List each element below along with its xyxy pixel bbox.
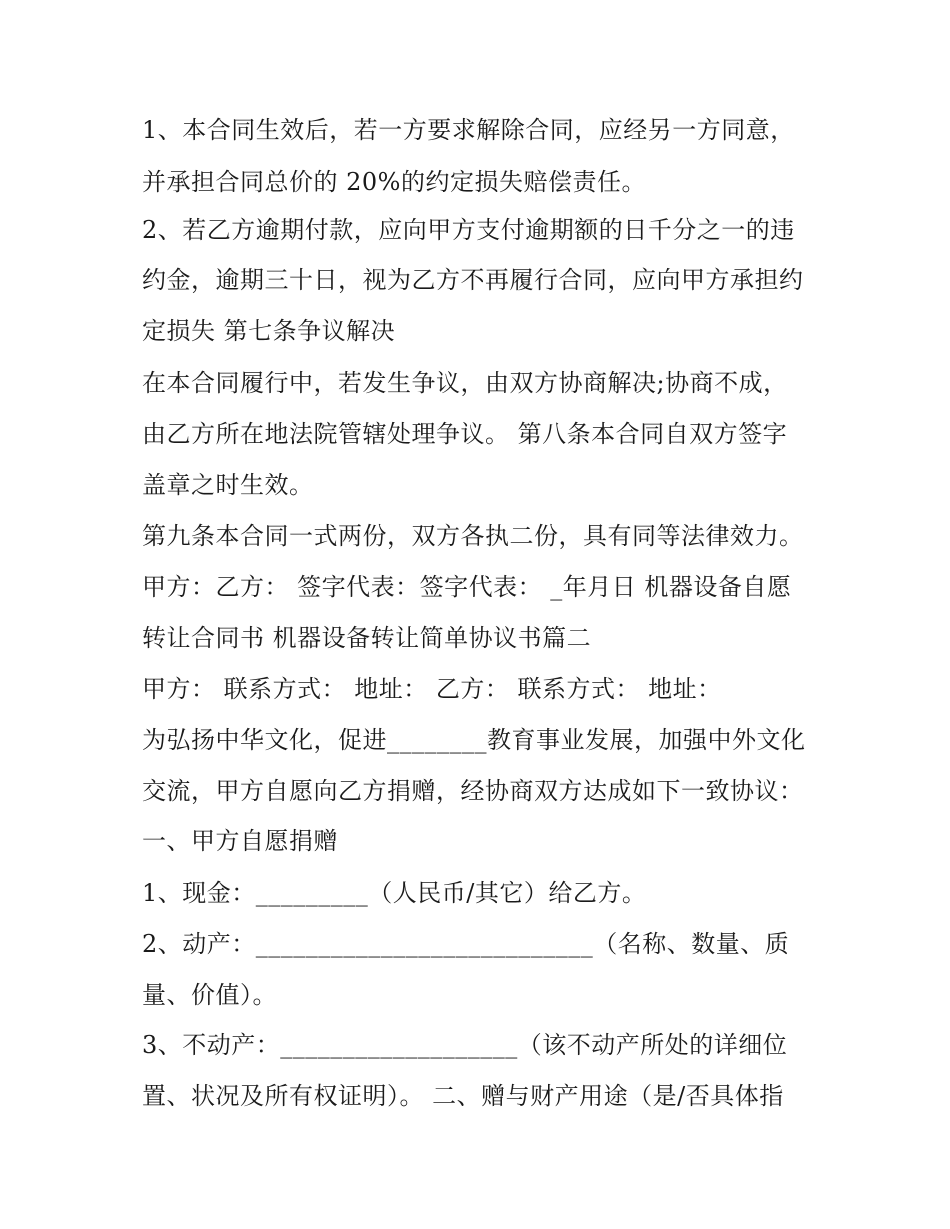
text-line: 定损失 第七条争议解决 bbox=[142, 317, 396, 345]
text-line: 置、状况及所有权证明）。 二、赠与财产用途（是/否具体指 bbox=[142, 1082, 784, 1110]
text-line: 交流，甲方自愿向乙方捐赠，经协商双方达成如下一致协议： bbox=[142, 777, 804, 805]
text-line: 约金，逾期三十日，视为乙方不再履行合同，应向甲方承担约 bbox=[142, 266, 804, 294]
text-line: 3、不动产：___________________（该不动产所处的详细位 bbox=[142, 1031, 788, 1059]
text-line: 1、现金：_________（人民币/其它）给乙方。 bbox=[142, 879, 647, 907]
text-line: 一、甲方自愿捐赠 bbox=[142, 827, 338, 855]
text-line: 由乙方所在地法院管辖处理争议。 第八条本合同自双方签字 bbox=[142, 420, 788, 448]
text-line: 2、若乙方逾期付款，应向甲方支付逾期额的日千分之一的违 bbox=[142, 216, 795, 244]
text-line: 并承担合同总价的 20%的约定损失赔偿责任。 bbox=[142, 168, 646, 196]
text-line: 2、动产：___________________________（名称、数量、质 bbox=[142, 930, 790, 958]
text-line: 量、价值）。 bbox=[142, 981, 277, 1009]
text-line: 甲方：乙方： 签字代表：签字代表： _年月日 机器设备自愿 bbox=[142, 573, 792, 601]
text-line: 盖章之时生效。 bbox=[142, 471, 314, 499]
text-line: 为弘扬中华文化，促进________教育事业发展，加强中外文化 bbox=[142, 726, 806, 754]
text-line: 第九条本合同一式两份，双方各执二份，具有同等法律效力。 bbox=[142, 522, 804, 550]
text-line: 转让合同书 机器设备转让简单协议书篇二 bbox=[142, 624, 592, 652]
text-line: 在本合同履行中，若发生争议，由双方协商解决;协商不成， bbox=[142, 369, 788, 397]
text-line: 1、本合同生效后，若一方要求解除合同，应经另一方同意， bbox=[142, 116, 795, 144]
text-line: 甲方： 联系方式： 地址： 乙方： 联系方式： 地址： bbox=[142, 675, 722, 703]
